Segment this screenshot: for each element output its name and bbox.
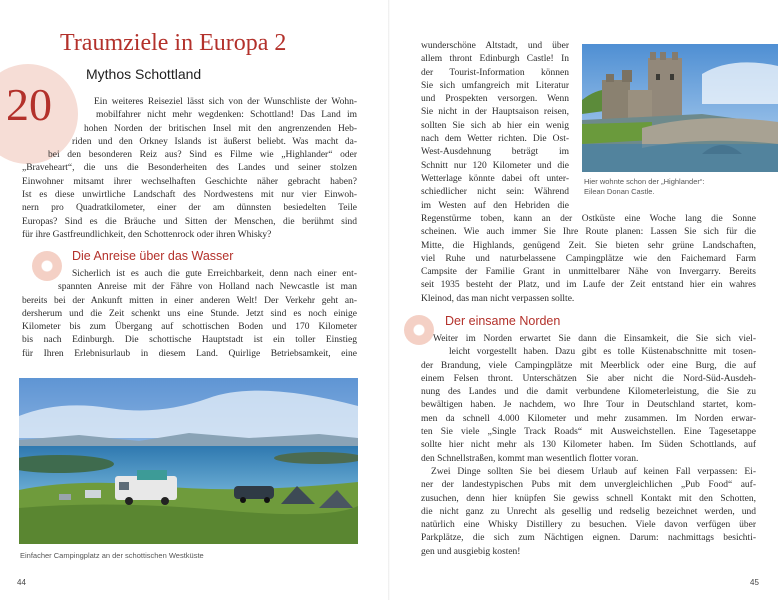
full-line: seit 1935 besteht der Platz, und im Laufe der Zeit entstand hier ein wahres	[421, 280, 756, 291]
section-line: zusuchen, denn hier knüpfen Sie gewiss schnell Kontakt mit den Schotten,	[421, 493, 756, 504]
column-line: und Prospekten versorgen. Wenn	[421, 94, 569, 105]
column-line: der Tourist-Information können	[421, 67, 569, 78]
section-line: einem Felsen thront. Unterschätzen Sie aber nicht die Nord-Süd-Ausdeh-	[421, 373, 756, 384]
section-line: der Brandung, viele Campingplätze mit Meerblick oder eine Burg, die auf	[421, 360, 756, 371]
section-paragraph	[421, 333, 756, 559]
column-line: nach dem Wetter richten. Die Ost-	[421, 134, 569, 145]
intro-line: mobilfahrer nicht mehr wegdenken: Schottland! Das Land im	[96, 110, 357, 121]
castle-photo	[582, 44, 778, 172]
castle-caption	[584, 177, 704, 197]
campsite-caption: Einfacher Campingplatz an der schottischen Westküste	[20, 551, 204, 560]
intro-line: Einwohner mitsamt ihrer wechselhaften Geschichte näher gebracht haben?	[22, 176, 357, 187]
intro-line: für ihre Gastfreundlichkeit, den Schottenrock oder ihren Whisky?	[22, 229, 272, 240]
section-heading: Die Anreise über das Wasser	[72, 249, 234, 263]
section-heading: Der einsame Norden	[445, 314, 561, 328]
book-gutter	[388, 0, 390, 600]
section-line: Sicherlich ist es auch die gute Erreichbarkeit, denn nach einer ent-	[72, 269, 357, 279]
column-line: schiedlicher nicht sein: Während	[421, 187, 569, 198]
section-line: leicht vorgestellt haben. Dazu gibt es tolle Küstenabschnitte mit tosen-	[449, 347, 756, 358]
column-line: wunderschöne Altstadt, und über	[421, 41, 569, 51]
column-line: Sie nicht in der Hauptsaison reisen,	[421, 107, 569, 118]
section-line: ten Sie viele „Single Track Roads“ mit Ausweichstellen. Eine Tagesetappe	[421, 427, 756, 438]
column-line: Wetterlage könnte dabei oft unter-	[421, 173, 569, 184]
full-line: Campsite der Familie Grant in unmittelbarer Nähe von Invergarry. Bereits	[421, 267, 756, 278]
section-line: Zwei Dinge sollten Sie bei diesem Urlaub auf keinen Fall verpassen: Ei-	[431, 466, 756, 477]
column-line: Schnitt nur 120 Kilometer und die	[421, 160, 569, 171]
section-line: bereits bei der Ankunft mitten in einer anderen Welt! Der Verkehr geht an-	[22, 295, 357, 306]
column-line: Sie sich umfangreich mit Literatur	[421, 80, 569, 91]
intro-line: nern pro Quadratkilometer, einer der am dünnsten besiedelten Teile	[22, 203, 357, 214]
intro-line: Ein weiteres Reiseziel lässt sich von der Wunschliste der Wohn-	[94, 97, 357, 107]
section-line: Kilometer bis zum Übergang auf schottischen Boden und 170 Kilometer	[22, 322, 357, 333]
column-paragraph	[421, 40, 569, 213]
section-line: gen und ausgiebig kosten!	[421, 546, 521, 557]
page-number-left: 44	[17, 578, 26, 587]
full-line: Regenstürme toben, kann an der Ostküste eine Woche lang die Sonne	[421, 214, 756, 224]
column-line: allem thront Edinburgh Castle! In	[421, 54, 569, 65]
campsite-image	[19, 378, 358, 544]
intro-line: Ist es diese unwirtliche Landschaft des Nordwestens mit nur vier Einwoh-	[22, 190, 357, 201]
section-line: sollte hier nicht mehr als 130 Kilometer haben. Im Süden Schottlands, auf	[421, 440, 756, 451]
castle-caption-line: Eilean Donan Castle.	[584, 187, 655, 196]
full-line: viel Ruhe und naturbelassene Campingplätze wie den Faichemard Farm	[421, 253, 756, 264]
intro-line: bei den besonderen Reiz aus? Sind es Filme wie „Highlander“ oder	[48, 150, 357, 161]
section-paragraph	[22, 268, 357, 361]
section-line: für Ihren Erlebnisurlaub in diesem Land. Quirlige Betriebsamkeit, eine	[22, 348, 357, 359]
full-line: Kleinod, das man nicht verpassen sollte.	[421, 293, 575, 304]
page-number-right: 45	[750, 578, 759, 587]
subtitle: Mythos Schottland	[86, 66, 202, 82]
section-line: Parkplätze, die sich zum Nächtigen eignen. Darum: nachmittags besichti-	[421, 533, 756, 544]
castle-caption-line: Hier wohnte schon der „Highlander“:	[584, 177, 705, 186]
section-line: bis nach Edinburgh. Die schottische Hauptstadt ist ein toller Einstieg	[22, 335, 357, 346]
column-line: im Westen auf den Hebriden die	[421, 200, 569, 211]
column-line: West-Ausdehnung beträgt im	[421, 147, 569, 158]
section-line: ner der landestypischen Pubs mit dem unvergleichlichen „Pub Food“ auf-	[421, 480, 756, 491]
section-line: spannten Anreise mit der Fähre von Holland nach Newcastle ist man	[58, 282, 357, 293]
intro-line: hohen Norden der britischen Insel mit den angrenzenden Heb-	[84, 123, 357, 134]
section-line: men da schnell 4.000 Kilometer und mehr zusammen. Im Norden erwar-	[421, 413, 756, 424]
chapter-number: 20	[6, 79, 52, 130]
full-paragraph	[421, 213, 756, 306]
intro-paragraph	[22, 96, 357, 242]
section-line: bewältigen haben. Je nachdem, wo Ihre Tour in Deutschland startet, kom-	[421, 400, 756, 411]
section-line: dersherum und die Zeit schenkt uns eine Stunde. Jetzt sind es noch einige	[22, 308, 357, 319]
campsite-photo	[19, 378, 358, 544]
full-line: scheinen. Wie auch immer Sie Ihre Route planen: Lassen Sie sich für die	[421, 227, 756, 238]
intro-line: Europas? Sind es die Bräuche und Sitten der Menschen, die berühmt sind	[22, 216, 357, 227]
section-line: natürlich eine Whisky Distillery zu besuchen. Viele davon verfügen über	[421, 520, 756, 531]
chapter-title: Traumziele in Europa 2	[60, 30, 287, 56]
section-line: nung des Landes und die damit verbundene Kilometerleistung, die Sie zu	[421, 387, 756, 398]
column-line: sollten Sie sich ab hier ein wenig	[421, 120, 569, 131]
section-line: Weiter im Norden erwartet Sie dann die Einsamkeit, die Sie sich viel-	[433, 334, 756, 344]
castle-image	[582, 44, 778, 172]
section-line: den Schnellstraßen, kommt man wesentlich flotter voran.	[421, 453, 639, 464]
full-line: Mitte, die Highlands, genügend Zeit. Sie bieten sehr grüne Landschaften,	[421, 240, 756, 251]
intro-line: „Braveheart“, die uns die Besonderheiten des Landes und seiner stolzen	[22, 163, 357, 174]
section-line: die nicht ganz zu Unrecht als gesellig und redselig bezeichnet werden, und	[421, 506, 756, 517]
intro-line: riden und den Orkney Islands ist äußerst beliebt. Was macht da-	[72, 136, 357, 147]
